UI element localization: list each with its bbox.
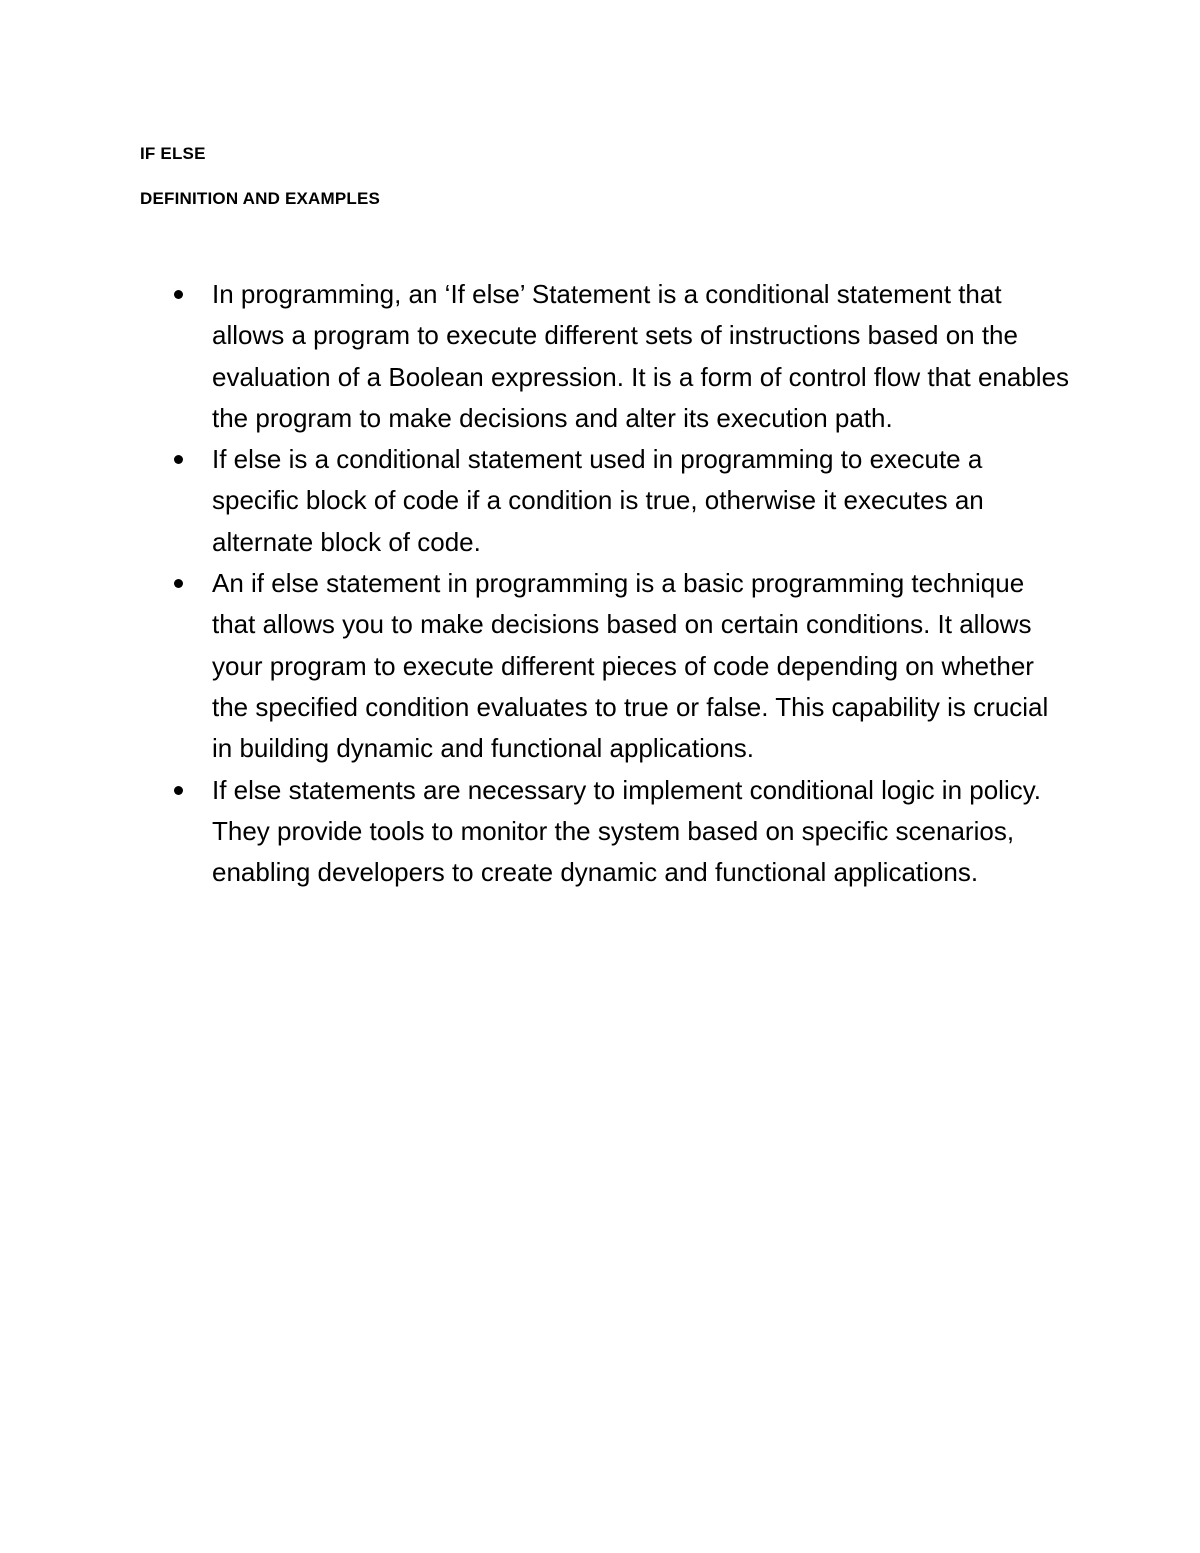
list-item <box>170 274 1070 439</box>
bullet-list <box>170 274 1070 893</box>
document-title: IF ELSE <box>140 144 206 163</box>
document-subtitle: DEFINITION AND EXAMPLES <box>140 189 381 208</box>
list-item <box>170 770 1070 894</box>
list-item-text: If else statements are necessary to implement conditional logic in policy. They provide tools to monitor the system based on specific scenarios, enabling developers to create dynamic and functional applications. <box>212 774 1042 888</box>
list-item <box>170 563 1070 769</box>
list-item <box>170 439 1070 563</box>
list-item-text: An if else statement in programming is a basic programming technique that allows you to make decisions based on certain conditions. It allows your program to execute different pieces of code depending on whether the specified condition evaluates to true or false. This capability is crucial in building dynamic and functional applications. <box>212 568 1049 764</box>
list-item-text: In programming, an ‘If else’ Statement is a conditional statement that allows a program to execute different sets of instructions based on the evaluation of a Boolean expression. It is a form of control flow that enables the program to make decisions and alter its execution path. <box>212 279 1070 433</box>
bullet-dot-icon <box>174 290 183 299</box>
bullet-dot-icon <box>174 455 183 464</box>
bullet-dot-icon <box>174 579 183 588</box>
list-item-text: If else is a conditional statement used in programming to execute a specific block of code if a condition is true, otherwise it executes an alternate block of code. <box>212 444 984 557</box>
bullet-dot-icon <box>174 786 183 795</box>
